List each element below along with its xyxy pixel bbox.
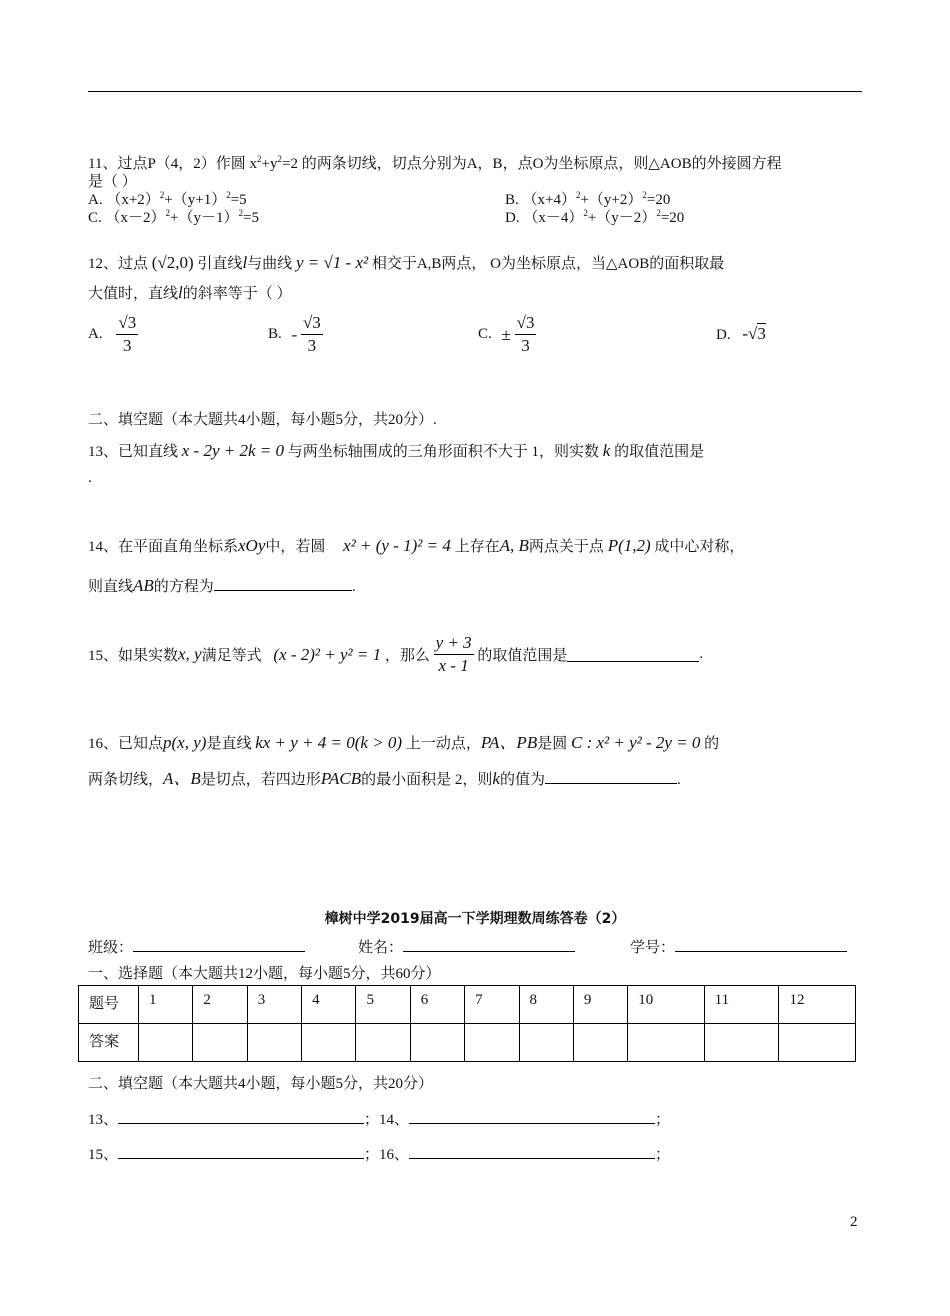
table-cell-number: 1 (139, 986, 193, 1024)
answer-cell[interactable] (573, 1024, 627, 1062)
q11-option-c: C. $(x-2)^2+(y-1)^2=5$ (88, 208, 259, 226)
answer-cell[interactable] (519, 1024, 573, 1062)
answer-16-input[interactable] (409, 1144, 655, 1159)
q12-option-a-value: $\frac{√3}{3}$ (118, 313, 137, 355)
table-cell-number: 12 (779, 986, 856, 1024)
q13-stem: 13、已知直线 x - 2y + 2k = 0 与两坐标轴围成的三角形面积不大于 1，则实数 k 的取值范围是 (88, 441, 705, 460)
q12-stem-line2: 大值时，直线l的斜率等于（ ） (88, 283, 292, 302)
answer-cell[interactable] (356, 1024, 410, 1062)
q12-option-a: A. $\frac{√3}{3}$ (88, 313, 137, 355)
answer-13-input[interactable] (118, 1109, 364, 1124)
answer-15-input[interactable] (118, 1144, 364, 1159)
q16-line-equation: kx + y + 4 = 0(k > 0) (255, 733, 403, 752)
q16-circle-equation: C : x² + y² - 2y = 0 (570, 733, 701, 752)
fill-answer-row-2: 15、 ；16、 ； (88, 1143, 670, 1164)
table-cell-number: 5 (356, 986, 410, 1024)
table-cell-number: 7 (465, 986, 519, 1024)
q14-stem-line2: 则直线AB的方程为 . (88, 576, 356, 595)
q14-stem: 14、在平面直角坐标系xOy中，若圆 x² + (y - 1)² = 4 上存在A, B两点关于点 P(1,2) 成中心对称， (88, 536, 745, 555)
class-input[interactable] (133, 937, 305, 952)
name-field: 姓名： (358, 936, 575, 957)
q11-stem: 11、过点P（4，2）作圆 $x^2+y^2=2$ 的两条切线，切点分别为A，B，点O为坐标原点，则△AOB的外接圆方程 (88, 154, 782, 172)
answer-cell[interactable] (465, 1024, 519, 1062)
q12-option-b-value: $\frac{√3}{3}$ (302, 313, 321, 355)
answer-cell[interactable] (193, 1024, 247, 1062)
q15-fraction: $\frac{y + 3}{x - 1}$ (435, 633, 472, 675)
q11-stem-line2: 是（ ） (88, 174, 137, 190)
choice-answer-table (78, 985, 856, 1062)
table-cell-number: 8 (519, 986, 573, 1024)
q15-answer-blank[interactable] (567, 647, 699, 662)
q12-point: (√2,0) (151, 253, 194, 272)
table-cell-number: 11 (704, 986, 779, 1024)
q16-answer-blank[interactable] (545, 769, 677, 784)
answer-cell[interactable] (410, 1024, 464, 1062)
q14-point: P(1,2) (607, 536, 651, 555)
table-row-numbers (79, 986, 856, 1024)
q15-stem: 15、如果实数x, y满足等式 (x - 2)² + y² = 1 ，那么 $\frac{y + 3}{x - 1}$ 的取值范围是 . (88, 633, 704, 675)
q12-option-c: C. ± $\frac{√3}{3}$ (478, 313, 535, 355)
student-id-field: 学号： (630, 936, 847, 957)
answer-cell[interactable] (139, 1024, 193, 1062)
answer-cell[interactable] (247, 1024, 301, 1062)
student-id-input[interactable] (675, 937, 847, 952)
answer-14-input[interactable] (409, 1109, 655, 1124)
answer-cell[interactable] (302, 1024, 356, 1062)
q16-stem-line2: 两条切线，A、B是切点，若四边形PACB的最小面积是 2，则k的值为 . (88, 769, 681, 788)
class-field: 班级： (88, 936, 305, 957)
table-cell-number: 4 (302, 986, 356, 1024)
answer-section1-heading: 一、选择题（本大题共12小题，每小题5分，共60分） (88, 966, 441, 982)
q11-option-b: B. $(x+4)^2+(y+2)^2=20$ (505, 190, 671, 208)
answer-cell[interactable] (628, 1024, 704, 1062)
page-number: 2 (850, 1214, 858, 1230)
q13-stem-line2: . (88, 470, 92, 486)
table-cell-number: 2 (193, 986, 247, 1024)
q11-option-d: D. $(x-4)^2+(y-2)^2=20$ (505, 208, 685, 226)
q13-equation: x - 2y + 2k = 0 (181, 441, 285, 460)
section2-heading: 二、填空题（本大题共4小题，每小题5分，共20分）. (88, 412, 437, 428)
table-cell-number: 3 (247, 986, 301, 1024)
q12-option-b: B. - $\frac{√3}{3}$ (268, 313, 321, 355)
table-cell-number: 6 (410, 986, 464, 1024)
table-header-number: 题号 (79, 986, 139, 1024)
q15-equation: (x - 2)² + y² = 1 (273, 644, 382, 664)
table-row-answers (79, 1024, 856, 1062)
q12-option-d: D. -√3 (716, 324, 766, 343)
header-rule (88, 91, 862, 92)
q16-stem: 16、已知点p(x, y)是直线 kx + y + 4 = 0(k > 0) 上一动点，PA、PB是圆 C : x² + y² - 2y = 0 的 (88, 733, 720, 752)
q12-stem: 12、过点 (√2,0) 引直线l与曲线 y = √1 - x² 相交于A,B两点， O为坐标原点，当△AOB的面积取最 (88, 253, 725, 272)
table-header-answer: 答案 (79, 1024, 139, 1062)
name-input[interactable] (403, 937, 575, 952)
table-cell-number: 9 (573, 986, 627, 1024)
answer-cell[interactable] (779, 1024, 856, 1062)
fill-answer-row-1: 13、 ；14、 ； (88, 1108, 670, 1129)
answer-section2-heading: 二、填空题（本大题共4小题，每小题5分，共20分） (88, 1076, 434, 1092)
answer-sheet-title: 樟树中学2019届高一下学期理数周练答卷（2） (324, 911, 626, 927)
q14-circle-equation: x² + (y - 1)² = 4 (343, 536, 451, 555)
table-cell-number: 10 (628, 986, 704, 1024)
q12-curve: y = √1 - x² (295, 253, 369, 272)
q12-option-c-value: $\frac{√3}{3}$ (516, 313, 535, 355)
q14-answer-blank[interactable] (214, 576, 352, 591)
answer-cell[interactable] (704, 1024, 779, 1062)
q11-option-a: A. $(x+2)^2+(y+1)^2=5$ (88, 190, 247, 208)
